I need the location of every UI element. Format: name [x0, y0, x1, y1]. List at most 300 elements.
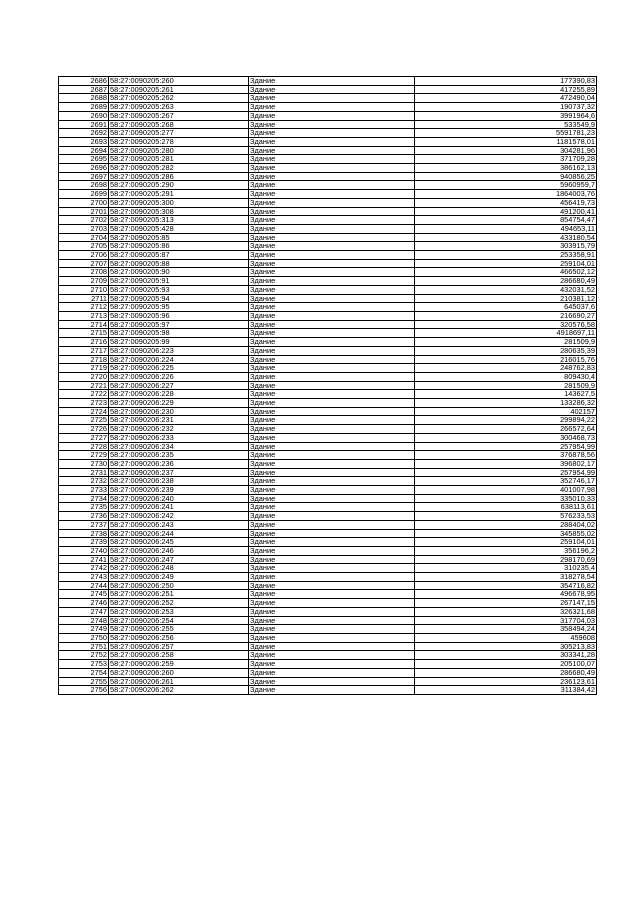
cadastral-value: 645037,6: [415, 303, 597, 312]
cadastral-number: 58:27:0090205:277: [109, 129, 249, 138]
table-row: [59, 390, 597, 399]
cadastral-number: 58:27:0090206:257: [109, 642, 249, 651]
table-row: [59, 520, 597, 529]
object-type: Здание: [249, 634, 415, 643]
cadastral-value: 4918697,11: [415, 329, 597, 338]
cadastral-number: 58:27:0090206:238: [109, 477, 249, 486]
cadastral-value: 940856,25: [415, 172, 597, 181]
cadastral-number: 58:27:0090205:87: [109, 251, 249, 260]
row-number: 2693: [59, 137, 109, 146]
object-type: Здание: [249, 216, 415, 225]
object-type: Здание: [249, 303, 415, 312]
row-number: 2712: [59, 303, 109, 312]
table-row: [59, 372, 597, 381]
row-number: 2733: [59, 486, 109, 495]
cadastral-number: 58:27:0090205:286: [109, 172, 249, 181]
cadastral-number: 58:27:0090205:91: [109, 277, 249, 286]
object-type: Здание: [249, 320, 415, 329]
cadastral-value: 216690,27: [415, 311, 597, 320]
table-row: [59, 137, 597, 146]
row-number: 2695: [59, 155, 109, 164]
cadastral-value: 236123,61: [415, 677, 597, 686]
cadastral-number: 58:27:0090205:97: [109, 320, 249, 329]
cadastral-value: 259104,01: [415, 259, 597, 268]
object-type: Здание: [249, 85, 415, 94]
row-number: 2701: [59, 207, 109, 216]
cadastral-number: 58:27:0090205:281: [109, 155, 249, 164]
table-row: [59, 224, 597, 233]
row-number: 2739: [59, 538, 109, 547]
cadastral-number: 58:27:0090206:225: [109, 364, 249, 373]
row-number: 2731: [59, 468, 109, 477]
cadastral-value: 318278,54: [415, 573, 597, 582]
row-number: 2737: [59, 520, 109, 529]
table-row: [59, 181, 597, 190]
row-number: 2722: [59, 390, 109, 399]
row-number: 2732: [59, 477, 109, 486]
row-number: 2753: [59, 660, 109, 669]
cadastral-number: 58:27:0090205:291: [109, 190, 249, 199]
cadastral-value: 317704,03: [415, 616, 597, 625]
row-number: 2734: [59, 494, 109, 503]
row-number: 2720: [59, 372, 109, 381]
cadastral-value: 266572,64: [415, 425, 597, 434]
cadastral-value: 354716,82: [415, 581, 597, 590]
cadastral-number: 58:27:0090206:245: [109, 538, 249, 547]
row-number: 2706: [59, 251, 109, 260]
object-type: Здание: [249, 512, 415, 521]
object-type: Здание: [249, 625, 415, 634]
object-type: Здание: [249, 486, 415, 495]
table-row: [59, 616, 597, 625]
table-row: [59, 494, 597, 503]
cadastral-value: 352746,17: [415, 477, 597, 486]
object-type: Здание: [249, 381, 415, 390]
table-row: [59, 416, 597, 425]
row-number: 2728: [59, 442, 109, 451]
cadastral-number: 58:27:0090205:267: [109, 111, 249, 120]
object-type: Здание: [249, 233, 415, 242]
table-row: [59, 686, 597, 695]
cadastral-value: 376878,56: [415, 451, 597, 460]
row-number: 2697: [59, 172, 109, 181]
table-row: [59, 364, 597, 373]
row-number: 2699: [59, 190, 109, 199]
row-number: 2711: [59, 294, 109, 303]
cadastral-number: 58:27:0090205:98: [109, 329, 249, 338]
object-type: Здание: [249, 590, 415, 599]
row-number: 2751: [59, 642, 109, 651]
cadastral-value: 356196,2: [415, 546, 597, 555]
cadastral-number: 58:27:0090205:278: [109, 137, 249, 146]
cadastral-value: 432031,52: [415, 285, 597, 294]
table-row: [59, 425, 597, 434]
table-row: [59, 103, 597, 112]
table-row: [59, 294, 597, 303]
row-number: 2725: [59, 416, 109, 425]
object-type: Здание: [249, 677, 415, 686]
cadastral-number: 58:27:0090205:96: [109, 311, 249, 320]
object-type: Здание: [249, 259, 415, 268]
table-row: [59, 338, 597, 347]
row-number: 2748: [59, 616, 109, 625]
cadastral-value: 576233,53: [415, 512, 597, 521]
object-type: Здание: [249, 390, 415, 399]
cadastral-value: 456419,73: [415, 198, 597, 207]
row-number: 2752: [59, 651, 109, 660]
cadastral-number: 58:27:0090206:237: [109, 468, 249, 477]
cadastral-value: 335010,33: [415, 494, 597, 503]
row-number: 2689: [59, 103, 109, 112]
object-type: Здание: [249, 416, 415, 425]
cadastral-value: 3991964,6: [415, 111, 597, 120]
cadastral-number: 58:27:0090206:228: [109, 390, 249, 399]
cadastral-number: 58:27:0090206:253: [109, 607, 249, 616]
object-type: Здание: [249, 399, 415, 408]
object-type: Здание: [249, 172, 415, 181]
row-number: 2742: [59, 564, 109, 573]
table-row: [59, 146, 597, 155]
object-type: Здание: [249, 477, 415, 486]
cadastral-value: 396802,17: [415, 459, 597, 468]
cadastral-value: 358494,24: [415, 625, 597, 634]
table-row: [59, 677, 597, 686]
table-row: [59, 651, 597, 660]
row-number: 2730: [59, 459, 109, 468]
row-number: 2707: [59, 259, 109, 268]
cadastral-number: 58:27:0090206:234: [109, 442, 249, 451]
row-number: 2687: [59, 85, 109, 94]
cadastral-number: 58:27:0090205:428: [109, 224, 249, 233]
cadastral-number: 58:27:0090206:233: [109, 433, 249, 442]
row-number: 2746: [59, 599, 109, 608]
table-row: [59, 581, 597, 590]
row-number: 2744: [59, 581, 109, 590]
object-type: Здание: [249, 364, 415, 373]
row-number: 2747: [59, 607, 109, 616]
cadastral-number: 58:27:0090206:256: [109, 634, 249, 643]
object-type: Здание: [249, 355, 415, 364]
cadastral-number: 58:27:0090206:227: [109, 381, 249, 390]
table-row: [59, 442, 597, 451]
cadastral-value: 386162,13: [415, 164, 597, 173]
cadastral-number: 58:27:0090205:95: [109, 303, 249, 312]
row-number: 2723: [59, 399, 109, 408]
table-row: [59, 660, 597, 669]
cadastral-number: 58:27:0090205:93: [109, 285, 249, 294]
cadastral-value: 205100,07: [415, 660, 597, 669]
cadastral-number: 58:27:0090206:226: [109, 372, 249, 381]
table-row: [59, 285, 597, 294]
table-row: [59, 320, 597, 329]
cadastral-number: 58:27:0090206:260: [109, 668, 249, 677]
object-type: Здание: [249, 103, 415, 112]
object-type: Здание: [249, 564, 415, 573]
cadastral-number: 58:27:0090206:242: [109, 512, 249, 521]
cadastral-value: 248762,83: [415, 364, 597, 373]
table-row: [59, 477, 597, 486]
cadastral-value: 401007,98: [415, 486, 597, 495]
cadastral-number: 58:27:0090205:282: [109, 164, 249, 173]
cadastral-number: 58:27:0090206:229: [109, 399, 249, 408]
row-number: 2702: [59, 216, 109, 225]
table-row: [59, 259, 597, 268]
cadastral-value: 326321,68: [415, 607, 597, 616]
row-number: 2698: [59, 181, 109, 190]
cadastral-value: 809430,4: [415, 372, 597, 381]
cadastral-number: 58:27:0090206:259: [109, 660, 249, 669]
row-number: 2691: [59, 120, 109, 129]
cadastral-number: 58:27:0090206:246: [109, 546, 249, 555]
cadastral-number: 58:27:0090206:236: [109, 459, 249, 468]
row-number: 2705: [59, 242, 109, 251]
table-row: [59, 381, 597, 390]
object-type: Здание: [249, 616, 415, 625]
object-type: Здание: [249, 155, 415, 164]
table-row: [59, 233, 597, 242]
table-row: [59, 599, 597, 608]
table-row: [59, 555, 597, 564]
object-type: Здание: [249, 224, 415, 233]
row-number: 2708: [59, 268, 109, 277]
cadastral-value: 311384,42: [415, 686, 597, 695]
cadastral-value: 267147,15: [415, 599, 597, 608]
table-row: [59, 451, 597, 460]
row-number: 2713: [59, 311, 109, 320]
row-number: 2690: [59, 111, 109, 120]
row-number: 2696: [59, 164, 109, 173]
cadastral-value: 299894,22: [415, 416, 597, 425]
cadastral-number: 58:27:0090205:290: [109, 181, 249, 190]
object-type: Здание: [249, 372, 415, 381]
table-row: [59, 399, 597, 408]
object-type: Здание: [249, 120, 415, 129]
table-row: [59, 468, 597, 477]
object-type: Здание: [249, 442, 415, 451]
table-row: [59, 190, 597, 199]
row-number: 2726: [59, 425, 109, 434]
cadastral-value: 459608: [415, 634, 597, 643]
cadastral-value: 303915,79: [415, 242, 597, 251]
object-type: Здание: [249, 129, 415, 138]
cadastral-value: 345855,02: [415, 529, 597, 538]
row-number: 2741: [59, 555, 109, 564]
row-number: 2738: [59, 529, 109, 538]
object-type: Здание: [249, 686, 415, 695]
cadastral-number: 58:27:0090206:254: [109, 616, 249, 625]
cadastral-value: 304281,96: [415, 146, 597, 155]
table-row: [59, 512, 597, 521]
cadastral-value: 216015,76: [415, 355, 597, 364]
cadastral-value: 286680,49: [415, 277, 597, 286]
table-row: [59, 607, 597, 616]
cadastral-value: 303341,28: [415, 651, 597, 660]
table-row: [59, 198, 597, 207]
row-number: 2714: [59, 320, 109, 329]
object-type: Здание: [249, 425, 415, 434]
table-row: [59, 311, 597, 320]
cadastral-number: 58:27:0090205:90: [109, 268, 249, 277]
cadastral-value: 320576,58: [415, 320, 597, 329]
cadastral-number: 58:27:0090206:244: [109, 529, 249, 538]
table-body: [59, 77, 597, 695]
cadastral-value: 417255,89: [415, 85, 597, 94]
cadastral-value: 402157: [415, 407, 597, 416]
cadastral-number: 58:27:0090206:230: [109, 407, 249, 416]
cadastral-number: 58:27:0090205:313: [109, 216, 249, 225]
object-type: Здание: [249, 494, 415, 503]
object-type: Здание: [249, 468, 415, 477]
object-type: Здание: [249, 294, 415, 303]
cadastral-number: 58:27:0090205:86: [109, 242, 249, 251]
row-number: 2717: [59, 346, 109, 355]
cadastral-value: 1864003,76: [415, 190, 597, 199]
cadastral-value: 310235,4: [415, 564, 597, 573]
object-type: Здание: [249, 137, 415, 146]
cadastral-value: 466502,12: [415, 268, 597, 277]
cadastral-number: 58:27:0090206:262: [109, 686, 249, 695]
cadastral-number: 58:27:0090205:88: [109, 259, 249, 268]
table-row: [59, 85, 597, 94]
row-number: 2694: [59, 146, 109, 155]
cadastral-number: 58:27:0090206:261: [109, 677, 249, 686]
object-type: Здание: [249, 338, 415, 347]
table-row: [59, 172, 597, 181]
cadastral-value: 280635,39: [415, 346, 597, 355]
cadastral-number: 58:27:0090206:235: [109, 451, 249, 460]
cadastral-number: 58:27:0090205:308: [109, 207, 249, 216]
table-row: [59, 634, 597, 643]
table-row: [59, 486, 597, 495]
row-number: 2703: [59, 224, 109, 233]
row-number: 2704: [59, 233, 109, 242]
cadastral-number: 58:27:0090206:250: [109, 581, 249, 590]
object-type: Здание: [249, 573, 415, 582]
object-type: Здание: [249, 311, 415, 320]
object-type: Здание: [249, 459, 415, 468]
object-type: Здание: [249, 668, 415, 677]
row-number: 2686: [59, 77, 109, 86]
cadastral-value: 177390,83: [415, 77, 597, 86]
row-number: 2735: [59, 503, 109, 512]
cadastral-number: 58:27:0090205:261: [109, 85, 249, 94]
cadastral-number: 58:27:0090206:232: [109, 425, 249, 434]
table-row: [59, 164, 597, 173]
object-type: Здание: [249, 207, 415, 216]
row-number: 2754: [59, 668, 109, 677]
row-number: 2718: [59, 355, 109, 364]
table-row: [59, 538, 597, 547]
table-row: [59, 573, 597, 582]
object-type: Здание: [249, 94, 415, 103]
cadastral-value: 210381,12: [415, 294, 597, 303]
object-type: Здание: [249, 407, 415, 416]
cadastral-value: 300468,73: [415, 433, 597, 442]
cadastral-number: 58:27:0090206:224: [109, 355, 249, 364]
table-row: [59, 207, 597, 216]
cadastral-value: 5960959,7: [415, 181, 597, 190]
table-row: [59, 111, 597, 120]
table-row: [59, 355, 597, 364]
cadastral-value: 371709,28: [415, 155, 597, 164]
cadastral-number: 58:27:0090206:243: [109, 520, 249, 529]
cadastral-number: 58:27:0090206:247: [109, 555, 249, 564]
table-row: [59, 564, 597, 573]
object-type: Здание: [249, 181, 415, 190]
cadastral-number: 58:27:0090205:300: [109, 198, 249, 207]
object-type: Здание: [249, 433, 415, 442]
object-type: Здание: [249, 111, 415, 120]
cadastral-number: 58:27:0090205:99: [109, 338, 249, 347]
row-number: 2709: [59, 277, 109, 286]
table-row: [59, 242, 597, 251]
object-type: Здание: [249, 190, 415, 199]
table-row: [59, 251, 597, 260]
cadastral-number: 58:27:0090206:255: [109, 625, 249, 634]
cadastral-value: 433180,54: [415, 233, 597, 242]
cadastral-value: 5591781,23: [415, 129, 597, 138]
row-number: 2755: [59, 677, 109, 686]
row-number: 2692: [59, 129, 109, 138]
cadastral-number: 58:27:0090205:94: [109, 294, 249, 303]
table-row: [59, 303, 597, 312]
object-type: Здание: [249, 277, 415, 286]
cadastral-table: [58, 76, 597, 695]
cadastral-number: 58:27:0090206:239: [109, 486, 249, 495]
cadastral-value: 281509,9: [415, 381, 597, 390]
table-row: [59, 590, 597, 599]
row-number: 2727: [59, 433, 109, 442]
row-number: 2715: [59, 329, 109, 338]
cadastral-number: 58:27:0090206:223: [109, 346, 249, 355]
row-number: 2688: [59, 94, 109, 103]
row-number: 2721: [59, 381, 109, 390]
object-type: Здание: [249, 503, 415, 512]
object-type: Здание: [249, 599, 415, 608]
object-type: Здание: [249, 451, 415, 460]
object-type: Здание: [249, 520, 415, 529]
table-row: [59, 155, 597, 164]
row-number: 2700: [59, 198, 109, 207]
table-row: [59, 129, 597, 138]
table-row: [59, 77, 597, 86]
cadastral-value: 533549,9: [415, 120, 597, 129]
cadastral-value: 259104,01: [415, 538, 597, 547]
table-row: [59, 503, 597, 512]
row-number: 2756: [59, 686, 109, 695]
cadastral-value: 253358,91: [415, 251, 597, 260]
object-type: Здание: [249, 581, 415, 590]
table-row: [59, 407, 597, 416]
table-row: [59, 459, 597, 468]
cadastral-number: 58:27:0090206:248: [109, 564, 249, 573]
table-row: [59, 120, 597, 129]
cadastral-value: 143627,5: [415, 390, 597, 399]
row-number: 2743: [59, 573, 109, 582]
table-row: [59, 268, 597, 277]
object-type: Здание: [249, 555, 415, 564]
row-number: 2719: [59, 364, 109, 373]
cadastral-number: 58:27:0090205:85: [109, 233, 249, 242]
object-type: Здание: [249, 242, 415, 251]
object-type: Здание: [249, 538, 415, 547]
cadastral-value: 472490,04: [415, 94, 597, 103]
table-row: [59, 529, 597, 538]
cadastral-value: 286680,49: [415, 668, 597, 677]
cadastral-number: 58:27:0090205:280: [109, 146, 249, 155]
object-type: Здание: [249, 546, 415, 555]
row-number: 2745: [59, 590, 109, 599]
